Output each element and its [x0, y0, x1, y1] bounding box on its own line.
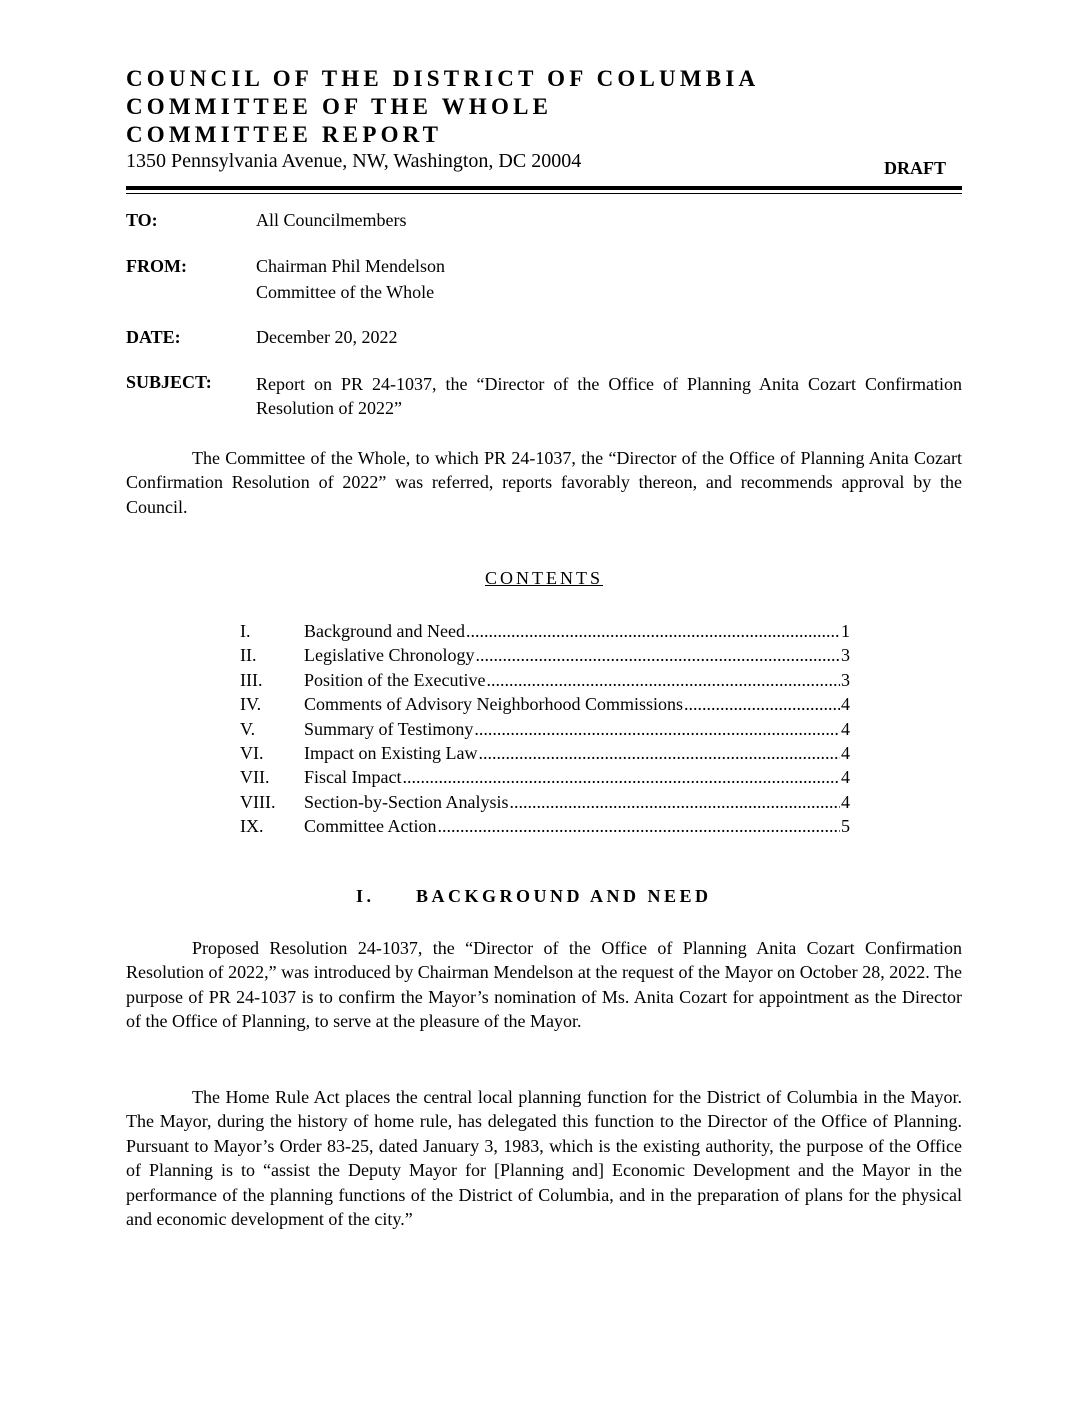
header-rule-thick: [126, 186, 962, 190]
memo-subject-label: SUBJECT:: [126, 372, 212, 392]
memo-date-label: DATE:: [126, 327, 181, 347]
toc-item-number: V.: [240, 718, 256, 739]
toc-item: [240, 692, 850, 716]
toc-item: [240, 643, 850, 667]
toc-item-number: IX.: [240, 816, 264, 837]
memo-from-label: FROM:: [126, 256, 187, 276]
section-heading: [356, 886, 712, 907]
toc-item-number: VIII.: [240, 791, 276, 812]
toc-item: [240, 814, 850, 838]
intro-paragraph: The Committee of the Whole, to which PR 24-1037, the “Director of the Office of Planning Anita Cozart Confirmation Resolution of 2022” was referred, reports favorably thereon, and recommends approval by the Council.: [126, 448, 962, 517]
toc-item-page: 1: [841, 621, 850, 641]
contents-title: [0, 568, 1088, 589]
toc-leader-dots: [509, 790, 840, 814]
toc-leader-dots: [684, 692, 840, 716]
body-paragraph-2: The Home Rule Act places the central local planning function for the District of Columbia in the Mayor. The Mayor, during the history of home rule, has delegated this function to the Director of the Office of Planning. Pursuant to Mayor’s Order 83-25, dated January 3, 1983, which is the existing authority, the purpose of the Office of Planning is to “assist the Deputy Mayor for [Planning and] Economic Development and the Mayor in the performance of the planning functions of the District of Columbia, and in the preparation of plans for the physical and economic development of the city.”: [126, 1087, 962, 1230]
toc-item-label: Background and Need: [304, 621, 465, 641]
toc-item: [240, 741, 850, 765]
toc-leader-dots: [466, 619, 840, 643]
toc-item-label: Comments of Advisory Neighborhood Commissions: [304, 694, 684, 715]
toc-item-number: VII.: [240, 767, 270, 788]
memo-subject-value: Report on PR 24-1037, the “Director of the Office of Planning Anita Cozart Confirmation Resolution of 2022”: [256, 374, 962, 418]
toc-leader-dots: [486, 668, 840, 692]
toc-item-number: III.: [240, 669, 263, 690]
toc-item-page: 4: [841, 718, 850, 739]
toc-item-label: Fiscal Impact: [304, 767, 402, 788]
letterhead-report: COMMITTEE REPORT: [126, 122, 443, 147]
memo-from-value-2: Committee of the Whole: [256, 282, 435, 302]
toc-item-page: 3: [841, 645, 850, 666]
section-title: BACKGROUND AND NEED: [416, 886, 712, 906]
toc-item-number: I.: [240, 621, 251, 641]
toc-leader-dots: [474, 717, 840, 741]
toc-item: [240, 668, 850, 692]
memo-from-value-1: Chairman Phil Mendelson: [256, 256, 445, 276]
toc-item: [240, 765, 850, 789]
toc-item-label: Position of the Executive: [304, 669, 486, 690]
body-paragraph-1: Proposed Resolution 24-1037, the “Director of the Office of Planning Anita Cozart Confirmation Resolution of 2022,” was introduced by Chairman Mendelson at the request of the Mayor on October 28, 2022. The purpose of PR 24-1037 is to confirm the Mayor’s nomination of Ms. Anita Cozart for appointment as the Director of the Office of Planning, to serve at the pleasure of the Mayor.: [126, 938, 962, 1032]
section-number: I.: [356, 886, 375, 906]
toc-item-page: 4: [841, 694, 850, 715]
toc-item-label: Legislative Chronology: [304, 645, 475, 666]
toc-leader-dots: [478, 741, 840, 765]
letterhead-council: COUNCIL OF THE DISTRICT OF COLUMBIA: [126, 66, 760, 91]
toc-item-number: II.: [240, 645, 257, 666]
toc-item: [240, 790, 850, 814]
memo-to-value: All Councilmembers: [256, 210, 407, 230]
draft-label: DRAFT: [884, 158, 946, 178]
toc-item: [240, 717, 850, 741]
toc-item-label: Committee Action: [304, 816, 437, 837]
letterhead-committee: COMMITTEE OF THE WHOLE: [126, 94, 553, 119]
letterhead-address: 1350 Pennsylvania Avenue, NW, Washington, DC 20004: [126, 150, 582, 172]
table-of-contents: [240, 619, 850, 839]
toc-item-label: Summary of Testimony: [304, 718, 474, 739]
toc-item-page: 4: [841, 742, 850, 763]
toc-leader-dots: [438, 814, 841, 838]
memo-date-value: December 20, 2022: [256, 327, 398, 347]
header-rule-thin: [126, 193, 962, 194]
toc-item-number: IV.: [240, 694, 262, 715]
toc-item-number: VI.: [240, 742, 264, 763]
toc-item-page: 4: [841, 767, 850, 788]
toc-item-page: 4: [841, 791, 850, 812]
toc-leader-dots: [475, 643, 840, 667]
contents-title-text: CONTENTS: [485, 568, 603, 588]
memo-to-label: TO:: [126, 210, 158, 230]
toc-item-label: Impact on Existing Law: [304, 742, 478, 763]
toc-item: [240, 619, 850, 643]
toc-item-page: 3: [841, 669, 850, 690]
toc-item-page: 5: [841, 816, 850, 837]
toc-item-label: Section-by-Section Analysis: [304, 791, 509, 812]
toc-leader-dots: [402, 765, 840, 789]
